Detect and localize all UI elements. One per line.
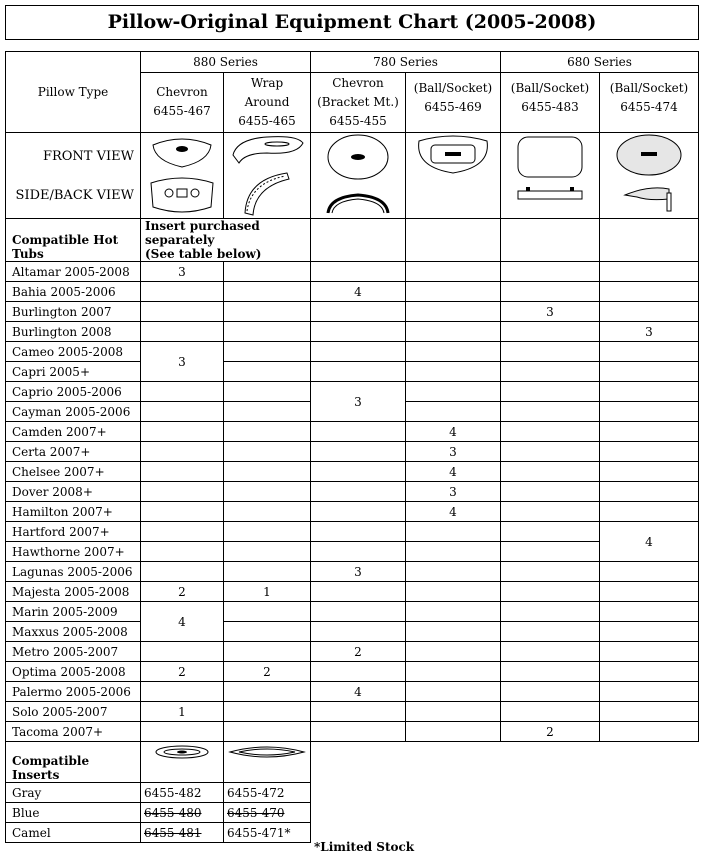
qty-cell: 3 xyxy=(141,262,224,282)
tub-name: Tacoma 2007+ xyxy=(6,722,141,742)
tub-name: Camden 2007+ xyxy=(6,422,141,442)
table-row xyxy=(6,302,699,322)
qty-cell: 4 xyxy=(406,422,501,442)
insert-image-wrap xyxy=(224,742,311,783)
pillow-header-6455-483 xyxy=(501,72,600,132)
qty-cell: 3 xyxy=(406,442,501,462)
pillow-header-6455-455 xyxy=(311,72,406,132)
qty-cell: 3 xyxy=(141,342,224,382)
compatible-hot-tubs-label: Compatible Hot Tubs xyxy=(6,219,141,262)
pillow-image-6455-465 xyxy=(224,133,311,219)
qty-cell: 3 xyxy=(311,562,406,582)
insert-part: 6455-471* xyxy=(224,823,311,843)
series-780-header: 780 Series xyxy=(311,52,501,73)
ball-socket-pillow-474-icon xyxy=(609,133,689,218)
pillow-name-2: (Bracket Mt.) xyxy=(317,94,399,109)
table-row xyxy=(6,642,699,662)
tub-name: Palermo 2005-2006 xyxy=(6,682,141,702)
tub-name: Burlington 2007 xyxy=(6,302,141,322)
table-row xyxy=(6,362,699,382)
table-row xyxy=(6,722,699,742)
tub-name: Dover 2008+ xyxy=(6,482,141,502)
table-row xyxy=(6,342,699,362)
qty-cell: 1 xyxy=(141,702,224,722)
tub-name: Cayman 2005-2006 xyxy=(6,402,141,422)
tub-name: Hartford 2007+ xyxy=(6,522,141,542)
pillow-image-6455-474 xyxy=(600,133,699,219)
table-row xyxy=(6,322,699,342)
qty-cell: 2 xyxy=(224,662,311,682)
tub-name: Optima 2005-2008 xyxy=(6,662,141,682)
insert-part: 6455-470 xyxy=(224,803,311,823)
table-row xyxy=(6,582,699,602)
qty-cell: 2 xyxy=(141,582,224,602)
table-row xyxy=(6,562,699,582)
series-680-header: 680 Series xyxy=(501,52,699,73)
tub-name: Hawthorne 2007+ xyxy=(6,542,141,562)
pillow-part: 6455-465 xyxy=(238,113,296,128)
qty-cell: 4 xyxy=(406,502,501,522)
tub-name: Hamilton 2007+ xyxy=(6,502,141,522)
pillow-image-6455-467 xyxy=(141,133,224,219)
qty-cell: 4 xyxy=(406,462,501,482)
pillow-part: 6455-483 xyxy=(521,99,579,114)
qty-cell: 4 xyxy=(141,602,224,642)
insert-color: Blue xyxy=(6,803,141,823)
table-row xyxy=(6,422,699,442)
table-row xyxy=(6,682,699,702)
pillow-name-2: Around xyxy=(244,94,290,109)
limited-stock-note: *Limited Stock xyxy=(314,840,415,854)
table-row xyxy=(6,662,699,682)
tub-name: Metro 2005-2007 xyxy=(6,642,141,662)
view-labels xyxy=(6,133,141,219)
qty-cell: 2 xyxy=(311,642,406,662)
tub-name: Majesta 2005-2008 xyxy=(6,582,141,602)
tub-name: Certa 2007+ xyxy=(6,442,141,462)
pillow-type-label: Pillow Type xyxy=(6,52,141,133)
chevron-pillow-icon xyxy=(147,133,217,218)
qty-cell: 2 xyxy=(501,722,600,742)
insert-image-chevron xyxy=(141,742,224,783)
pillow-image-6455-455 xyxy=(311,133,406,219)
tub-name: Caprio 2005-2006 xyxy=(6,382,141,402)
pillow-header-6455-469 xyxy=(406,72,501,132)
pillow-header-6455-467 xyxy=(141,72,224,132)
table-row xyxy=(6,462,699,482)
pillow-part: 6455-467 xyxy=(153,104,211,119)
insert-note xyxy=(141,219,311,262)
side-view-label: SIDE/BACK VIEW xyxy=(15,187,134,203)
tub-name: Lagunas 2005-2006 xyxy=(6,562,141,582)
table-row xyxy=(6,542,699,562)
table-row xyxy=(6,262,699,282)
table-row xyxy=(6,282,699,302)
qty-cell: 3 xyxy=(600,322,699,342)
pillow-name: (Ball/Socket) xyxy=(510,80,590,95)
pillow-header-6455-465 xyxy=(224,72,311,132)
insert-note-line-2: (See table below) xyxy=(145,247,262,261)
equipment-chart-table xyxy=(5,51,699,843)
chevron-insert-icon xyxy=(152,742,212,762)
qty-cell: 4 xyxy=(311,282,406,302)
series-880-header: 880 Series xyxy=(141,52,311,73)
tub-name: Marin 2005-2009 xyxy=(6,602,141,622)
pillow-name: Chevron xyxy=(156,85,208,100)
insert-part: 6455-481 xyxy=(141,823,224,843)
tub-name: Bahia 2005-2006 xyxy=(6,282,141,302)
wrap-around-pillow-icon xyxy=(227,133,307,218)
front-view-label: FRONT VIEW xyxy=(42,148,134,164)
qty-cell: 2 xyxy=(141,662,224,682)
qty-cell: 3 xyxy=(406,482,501,502)
bracket-chevron-pillow-icon xyxy=(318,133,398,218)
table-row xyxy=(6,502,699,522)
qty-cell: 4 xyxy=(311,682,406,702)
tub-name: Capri 2005+ xyxy=(6,362,141,382)
blank-area xyxy=(311,742,699,843)
tub-name: Maxxus 2005-2008 xyxy=(6,622,141,642)
pillow-header-6455-474 xyxy=(600,72,699,132)
pillow-image-6455-483 xyxy=(501,133,600,219)
qty-cell: 1 xyxy=(224,582,311,602)
table-row xyxy=(6,442,699,462)
table-row xyxy=(6,482,699,502)
table-row xyxy=(6,522,699,542)
insert-color: Camel xyxy=(6,823,141,843)
qty-cell: 3 xyxy=(501,302,600,322)
table-row xyxy=(6,602,699,622)
insert-part: 6455-472 xyxy=(224,783,311,803)
pillow-part: 6455-474 xyxy=(620,99,678,114)
tub-name: Solo 2005-2007 xyxy=(6,702,141,722)
qty-cell: 3 xyxy=(311,382,406,422)
wrap-insert-icon xyxy=(227,742,307,762)
table-row xyxy=(6,702,699,722)
tub-name: Cameo 2005-2008 xyxy=(6,342,141,362)
compatible-inserts-label: Compatible Inserts xyxy=(6,742,141,783)
tub-name: Burlington 2008 xyxy=(6,322,141,342)
table-row xyxy=(6,622,699,642)
pillow-name: Chevron xyxy=(332,75,384,90)
insert-part: 6455-482 xyxy=(141,783,224,803)
insert-color: Gray xyxy=(6,783,141,803)
ball-socket-pillow-483-icon xyxy=(510,133,590,218)
tub-name: Chelsee 2007+ xyxy=(6,462,141,482)
page-title: Pillow-Original Equipment Chart (2005-2008) xyxy=(5,5,699,40)
insert-note-line-1: Insert purchased separately xyxy=(145,219,260,247)
ball-socket-pillow-icon xyxy=(413,133,493,218)
pillow-name: (Ball/Socket) xyxy=(609,80,689,95)
pillow-part: 6455-469 xyxy=(424,99,482,114)
table-row xyxy=(6,382,699,402)
tub-name: Altamar 2005-2008 xyxy=(6,262,141,282)
insert-part: 6455-480 xyxy=(141,803,224,823)
qty-cell: 4 xyxy=(600,522,699,562)
pillow-image-6455-469 xyxy=(406,133,501,219)
pillow-part: 6455-455 xyxy=(329,113,387,128)
pillow-name: Wrap xyxy=(250,75,284,90)
pillow-name: (Ball/Socket) xyxy=(413,80,493,95)
